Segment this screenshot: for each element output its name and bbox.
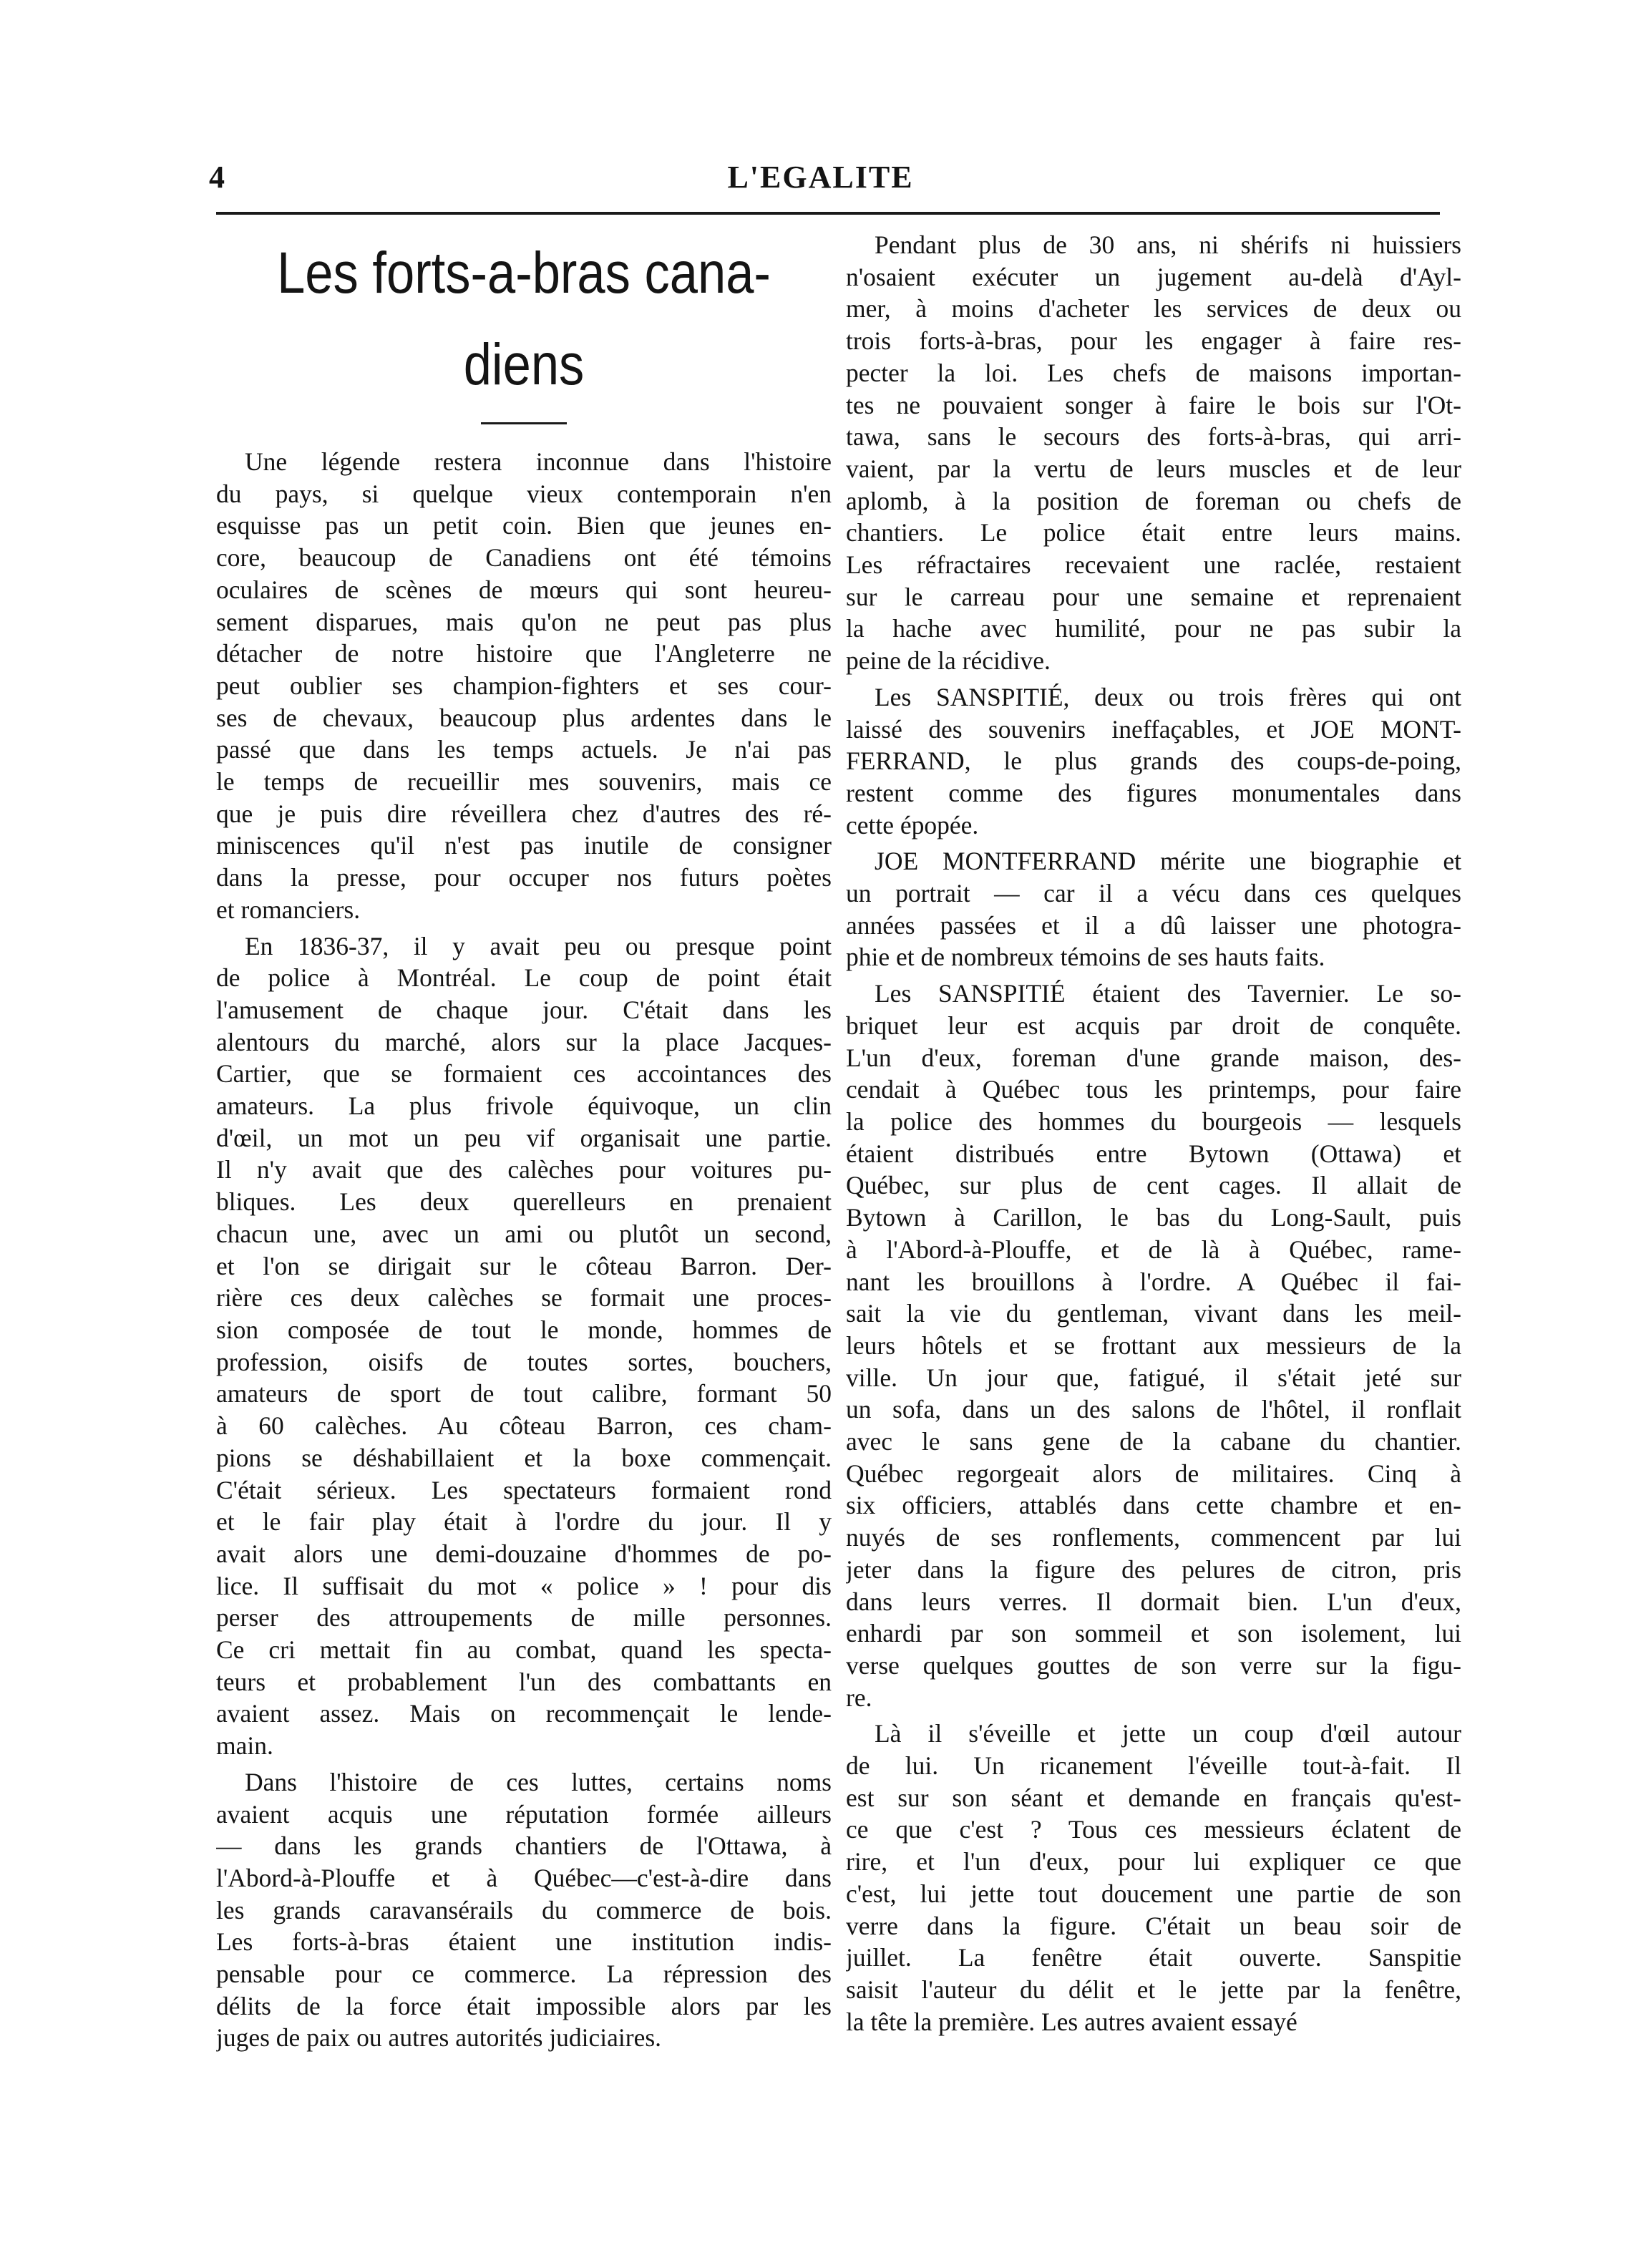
text-line: juges de paix ou autres autorités judiciaires.: [216, 2023, 662, 2053]
text-line: ses de chevaux, beaucoup plus ardentes dans le: [216, 703, 832, 732]
article-title-line-1: Les forts-a-bras cana-: [277, 240, 771, 306]
text-line: d'œil, un mot un peu vif organisait une partie.: [216, 1123, 832, 1152]
text-line: que je puis dire réveillera chez d'autres des ré-: [216, 799, 832, 828]
paragraph: [846, 1718, 1461, 2038]
text-line: amateurs. La plus frivole équivoque, un clin: [216, 1091, 832, 1121]
paragraph: [846, 978, 1461, 1713]
text-line: avait alors une demi-douzaine d'hommes de po-: [216, 1539, 832, 1568]
header-rule: [216, 212, 1440, 215]
text-line: juillet. La fenêtre était ouverte. Sanspitie: [846, 1943, 1461, 1972]
text-line: et romanciers.: [216, 895, 361, 924]
text-line: esquisse pas un petit coin. Bien que jeunes en-: [216, 511, 832, 540]
text-line: le temps de recueillir mes souvenirs, mais ce: [216, 767, 832, 797]
text-line: avaient assez. Mais on recommençait le lende-: [216, 1699, 832, 1728]
text-line: Ce cri mettait fin au combat, quand les specta-: [216, 1635, 832, 1665]
text-line: Une légende restera inconnue dans l'histoire: [245, 447, 832, 476]
text-line: ville. Un jour que, fatigué, il s'était jeté sur: [846, 1363, 1461, 1392]
text-line: bliques. Les deux querelleurs en prenaient: [216, 1187, 832, 1217]
text-line: Cartier, que se formaient ces accointances des: [216, 1059, 832, 1089]
text-line: sion composée de tout le monde, hommes de: [216, 1315, 832, 1344]
text-line: avaient acquis une réputation formée ailleurs: [216, 1799, 832, 1829]
text-line: enhardi par son sommeil et son isolement, lui: [846, 1619, 1461, 1648]
article-title: [259, 228, 789, 411]
right-column: [846, 229, 1461, 2233]
text-line: saisit l'auteur du délit et le jette par la fenêtre,: [846, 1975, 1461, 2004]
article-title-line-2: diens: [463, 332, 585, 397]
text-line: de lui. Un ricanement l'éveille tout-à-fait. Il: [846, 1751, 1461, 1781]
text-line: les grands caravansérails du commerce de bois.: [216, 1895, 832, 1924]
text-line: profession, oisifs de toutes sortes, bouchers,: [216, 1347, 832, 1376]
title-rule: [481, 422, 567, 424]
text-line: passé que dans les temps actuels. Je n'ai pas: [216, 735, 832, 764]
paragraph: [216, 1766, 832, 2054]
left-column-body: [216, 446, 832, 2054]
text-line: Dans l'histoire de ces luttes, certains noms: [245, 1767, 832, 1796]
text-line: restent comme des figures monumentales dans: [846, 778, 1461, 807]
text-line: la tête la première. Les autres avaient essayé: [846, 2007, 1297, 2036]
text-line: trois forts-à-bras, pour les engager à faire res-: [846, 326, 1461, 356]
text-line: à 60 calèches. Au côteau Barron, ces cham-: [216, 1411, 832, 1441]
text-line: Là il s'éveille et jette un coup d'œil autour: [875, 1719, 1461, 1748]
text-line: c'est, lui jette tout doucement une partie de son: [846, 1879, 1461, 1908]
text-line: est sur son séant et demande en français qu'est-: [846, 1783, 1461, 1812]
text-line: teurs et probablement l'un des combattants en: [216, 1667, 832, 1696]
text-line: chantiers. Le police était entre leurs mains.: [846, 518, 1461, 547]
text-line: du pays, si quelque vieux contemporain n'en: [216, 479, 832, 508]
text-line: amateurs de sport de tout calibre, formant 50: [216, 1379, 832, 1408]
text-line: peut oublier ses champion-fighters et ses cour-: [216, 671, 832, 700]
text-line: jeter dans la figure des pelures de citron, pris: [846, 1554, 1461, 1584]
text-line: Pendant plus de 30 ans, ni shérifs ni huissiers: [875, 230, 1461, 259]
right-column-body: [846, 229, 1461, 2038]
text-line: Bytown à Carillon, le bas du Long-Sault, puis: [846, 1203, 1461, 1232]
text-line: FERRAND, le plus grands des coups-de-poing,: [846, 746, 1461, 776]
text-line: verse quelques gouttes de son verre sur la figu-: [846, 1650, 1461, 1680]
text-line: nant les brouillons à l'ordre. A Québec il fai-: [846, 1267, 1461, 1296]
text-line: main.: [216, 1731, 273, 1761]
text-line: leurs hôtels et se frottant aux messieurs de la: [846, 1330, 1461, 1360]
text-line: un portrait — car il a vécu dans ces quelques: [846, 879, 1461, 908]
text-line: la police des hommes du bourgeois — lesquels: [846, 1106, 1461, 1136]
text-line: de police à Montréal. Le coup de point était: [216, 963, 832, 993]
text-line: n'osaient exécuter un jugement au-delà d'Ayl-: [846, 262, 1461, 291]
text-line: ce que c'est ? Tous ces messieurs éclatent de: [846, 1815, 1461, 1844]
text-line: perser des attroupements de mille personnes.: [216, 1603, 832, 1632]
text-line: Québec, sur plus de cent cages. Il allait de: [846, 1171, 1461, 1200]
text-line: chacun une, avec un ami ou plutôt un second,: [216, 1219, 832, 1248]
text-line: sur le carreau pour une semaine et reprenaient: [846, 582, 1461, 611]
text-line: pions se déshabillaient et la boxe commençait.: [216, 1443, 832, 1472]
text-line: L'un d'eux, foreman d'une grande maison, des-: [846, 1043, 1461, 1072]
text-line: mer, à moins d'acheter les services de deux ou: [846, 294, 1461, 323]
text-line: un sofa, dans un des salons de l'hôtel, il ronflait: [846, 1395, 1461, 1424]
text-line: et l'on se dirigait sur le côteau Barron. Der-: [216, 1251, 832, 1280]
text-line: cendait à Québec tous les printemps, pour faire: [846, 1075, 1461, 1104]
text-line: JOE MONTFERRAND mérite une biographie et: [875, 847, 1461, 876]
text-line: C'était sérieux. Les spectateurs formaient rond: [216, 1475, 832, 1504]
paragraph: [846, 845, 1461, 973]
paragraph: [216, 446, 832, 926]
text-line: dans leurs verres. Il dormait bien. L'un d'eux,: [846, 1587, 1461, 1616]
text-line: re.: [846, 1683, 872, 1712]
text-line: sait la vie du gentleman, vivant dans les meil-: [846, 1299, 1461, 1328]
text-line: Les SANSPITIÉ étaient des Tavernier. Le so-: [875, 979, 1461, 1008]
text-line: pecter la loi. Les chefs de maisons importan-: [846, 358, 1461, 387]
text-line: avec le sans gene de la cabane du chantier.: [846, 1427, 1461, 1456]
text-line: étaient distribués entre Bytown (Ottawa) et: [846, 1139, 1461, 1168]
paragraph: [846, 229, 1461, 677]
text-line: délits de la force était impossible alors par les: [216, 1991, 832, 2020]
paragraph: [216, 930, 832, 1762]
text-line: rière ces deux calèches se formait une proces-: [216, 1283, 832, 1313]
text-line: lice. Il suffisait du mot « police » ! pour dis: [216, 1571, 832, 1600]
text-line: briquet leur est acquis par droit de conquête.: [846, 1011, 1461, 1040]
text-line: vaient, par la vertu de leurs muscles et de leur: [846, 454, 1461, 483]
text-line: laissé des souvenirs ineffaçables, et JOE MONT-: [846, 714, 1461, 744]
text-line: tawa, sans le secours des forts-à-bras, qui arri-: [846, 422, 1461, 452]
text-line: verre dans la figure. C'était un beau soir de: [846, 1911, 1461, 1940]
text-line: tes ne pouvaient songer à faire le bois sur l'Ot-: [846, 390, 1461, 419]
page-number: 4: [209, 160, 225, 195]
text-line: pensable pour ce commerce. La répression des: [216, 1960, 832, 1989]
text-line: Québec regorgeait alors de militaires. Cinq à: [846, 1459, 1461, 1488]
paragraph: [846, 681, 1461, 842]
text-line: Il n'y avait que des calèches pour voitures pu-: [216, 1155, 832, 1184]
text-line: l'Abord-à-Plouffe et à Québec—c'est-à-dire dans: [216, 1863, 832, 1892]
text-line: core, beaucoup de Canadiens ont été témoins: [216, 543, 832, 573]
text-line: l'amusement de chaque jour. C'était dans les: [216, 995, 832, 1024]
text-line: Les SANSPITIÉ, deux ou trois frères qui ont: [875, 682, 1461, 711]
text-line: miniscences qu'il n'est pas inutile de consigner: [216, 831, 832, 860]
text-line: Les réfractaires recevaient une raclée, restaient: [846, 550, 1461, 580]
text-line: dans la presse, pour occuper nos futurs poètes: [216, 863, 832, 892]
text-line: nuyés de ses ronflements, commencent par lui: [846, 1523, 1461, 1552]
text-line: phie et de nombreux témoins de ses hauts faits.: [846, 943, 1325, 972]
left-column: [216, 228, 832, 2232]
text-line: la hache avec humilité, pour ne pas subir la: [846, 614, 1461, 643]
text-line: sement disparues, mais qu'on ne peut pas plus: [216, 607, 832, 636]
text-line: En 1836-37, il y avait peu ou presque point: [245, 931, 832, 960]
text-line: — dans les grands chantiers de l'Ottawa, à: [216, 1831, 832, 1861]
text-line: années passées et il a dû laisser une photogra-: [846, 910, 1461, 940]
text-line: rire, et l'un d'eux, pour lui expliquer ce que: [846, 1847, 1461, 1877]
text-line: Les forts-à-bras étaient une institution indis-: [216, 1927, 832, 1957]
running-head: L'EGALITE: [727, 160, 914, 195]
text-line: aplomb, à la position de foreman ou chefs de: [846, 486, 1461, 515]
text-line: détacher de notre histoire que l'Angleterre ne: [216, 639, 832, 668]
text-line: peine de la récidive.: [846, 646, 1051, 676]
text-line: six officiers, attablés dans cette chambre et en-: [846, 1491, 1461, 1520]
text-line: oculaires de scènes de mœurs qui sont heureu-: [216, 575, 832, 604]
text-line: cette épopée.: [846, 810, 979, 839]
text-line: à l'Abord-à-Plouffe, et de là à Québec, rame-: [846, 1235, 1461, 1264]
text-line: et le fair play était à l'ordre du jour. Il y: [216, 1507, 832, 1537]
text-line: alentours du marché, alors sur la place Jacques-: [216, 1027, 832, 1056]
